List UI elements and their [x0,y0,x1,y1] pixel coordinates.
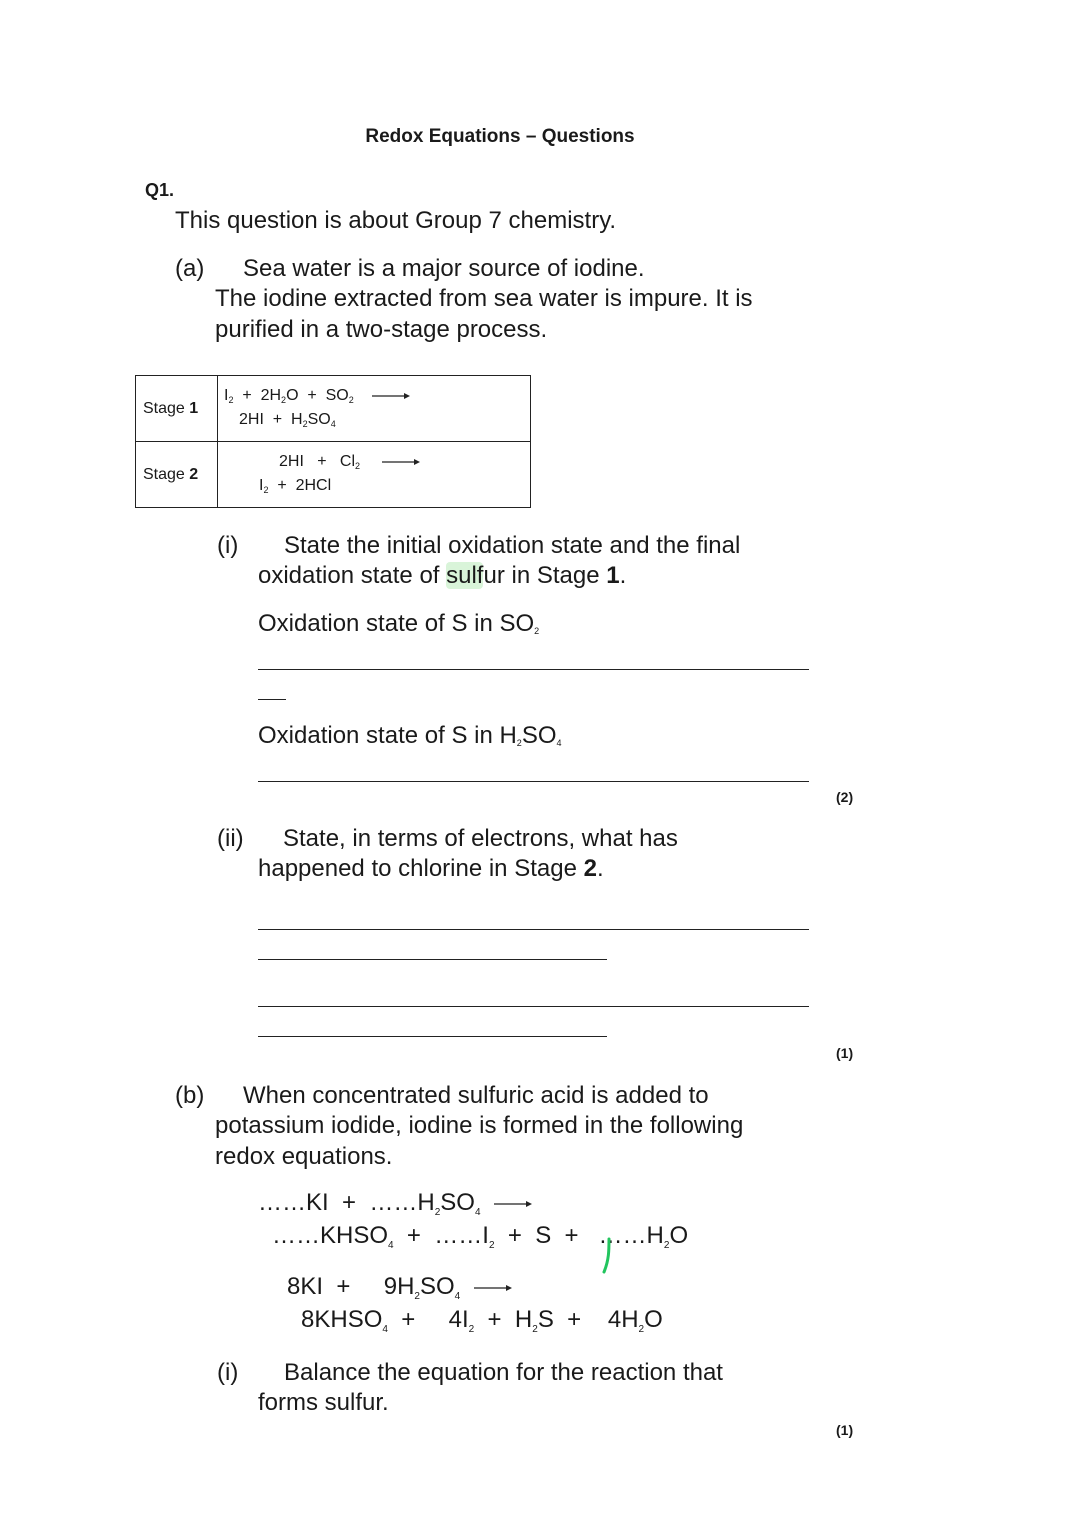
stage-1-number: 1 [189,399,199,417]
answer-line[interactable] [258,1006,809,1007]
part-b-i-line1: Balance the equation for the reaction that [284,1359,723,1386]
stage-2-equation: $2HI + Cl_2$ $I_2 + 2HCl$ [218,442,531,508]
answer-2-label: Oxidation state of S in $H_2SO_4$ [258,722,562,749]
equation-2-line1: 8KI + $9H_2SO_4$ [287,1273,512,1301]
highlighted-text: sulf [446,562,484,589]
stage-1-equation: $I_2 + 2H_2O + SO_2$ $2HI + H_2SO_4$ [218,376,531,442]
question-intro: This question is about Group 7 chemistry. [175,207,617,234]
marks-label: (1) [836,1045,854,1061]
part-b-line3: redox equations. [215,1143,393,1170]
answer-1-label: Oxidation state of S in $SO_2$ [258,610,540,637]
part-a-i-label: (i) [217,532,239,559]
part-a-ii-line1: State, in terms of electrons, what has [283,825,678,852]
stages-table [135,375,531,508]
part-b-label: (b) [175,1082,205,1109]
page-title: Redox Equations – Questions [365,126,635,147]
part-b-i-line2: forms sulfur. [258,1389,389,1416]
question-number: Q1. [145,180,175,200]
part-a-ii-label: (ii) [217,825,244,852]
equation-1-line1: ……KI + $\dots\dots H_2SO_4$ [258,1189,532,1217]
arrow-icon [494,1200,532,1208]
answer-line[interactable] [258,1036,607,1037]
part-a-i-line2-end: . [619,562,627,589]
part-a-ii-line2-pre: happened to chlorine in Stage [258,855,584,882]
stage-2-label [136,442,218,508]
part-a-i-line2-pre: oxidation state of [258,562,447,589]
part-a-line3: purified in a two-stage process. [215,316,548,343]
part-b-line1: When concentrated sulfuric acid is added to [243,1082,709,1109]
equation-1-line2: $\dots\dots KHSO_4$ + $\dots\dots I_2 + S$ + $\dots\dots H_2O$ [272,1222,689,1251]
part-a-ii-line2-end: . [596,855,604,882]
tick-mark-icon [600,1236,614,1276]
answer-2-formula: SO [521,722,557,749]
part-a-ii-line2 [258,854,604,884]
marks-label: (1) [836,1422,854,1438]
stage-1-row [136,376,531,442]
stage-2-row [136,442,531,508]
equation-2-line2: $8KHSO_4$ + $4I_2 + H_2S$ + $4H_2O$ [301,1306,663,1335]
stage-2-word: Stage [143,465,185,483]
part-a-line2: The iodine extracted from sea water is impure. It is [215,285,753,312]
answer-line-short[interactable] [258,699,286,700]
arrow-icon [382,458,420,466]
stage-ref-bold: 2 [583,855,597,882]
part-a-label: (a) [175,255,205,282]
arrow-icon [372,392,410,400]
stage-ref-bold: 1 [606,562,620,589]
part-a-i-line2-mid: ur in Stage [483,562,607,589]
stage-2-number: 2 [189,465,199,483]
stage-1-label [136,376,218,442]
answer-line[interactable] [258,929,809,930]
answer-line[interactable] [258,781,809,782]
answer-line[interactable] [258,959,607,960]
part-b-i-label: (i) [217,1359,239,1386]
answer-line[interactable] [258,669,809,670]
part-a-line1: Sea water is a major source of iodine. [243,255,645,282]
answer-2-text: Oxidation state of S in H [258,722,517,749]
stage-1-word: Stage [143,399,185,417]
part-a-i-line2 [258,561,626,591]
part-b-line2: potassium iodide, iodine is formed in the following [215,1112,744,1139]
marks-label: (2) [836,789,854,805]
answer-1-text: Oxidation state of S in SO [258,610,535,637]
arrow-icon [474,1284,512,1292]
part-a-i-line1: State the initial oxidation state and the final [284,532,741,559]
